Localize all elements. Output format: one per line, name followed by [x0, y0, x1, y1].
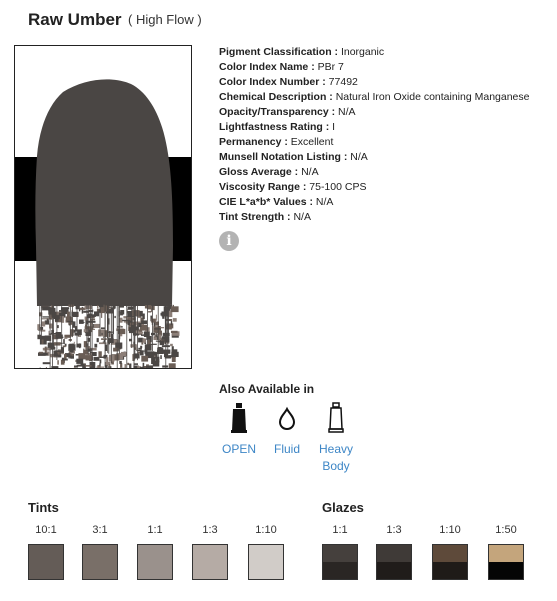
also-available-title: Also Available in [219, 382, 315, 396]
property-row [219, 165, 529, 180]
property-row [219, 45, 529, 60]
droplet-icon [275, 402, 299, 434]
glaze-ratio: 1:10 [439, 524, 461, 536]
property-value: Natural Iron Oxide containing Manganese [332, 91, 530, 103]
property-label: Color Index Name : [219, 61, 315, 73]
glaze-color-box [322, 544, 358, 580]
tint-color-box [28, 544, 64, 580]
glaze-over-white [377, 545, 411, 562]
jar-tube-icon [324, 402, 348, 434]
property-value: I [329, 121, 336, 133]
property-label: Color Index Number : [219, 76, 326, 88]
property-label: Lightfastness Rating : [219, 121, 330, 133]
property-value: Excellent [287, 136, 334, 148]
glaze-color-box [432, 544, 468, 580]
properties-list [219, 45, 529, 251]
tint-color-box [137, 544, 173, 580]
tint-swatch [248, 523, 284, 580]
paint-tube-icon [227, 402, 251, 434]
tint-ratio: 1:1 [147, 524, 163, 536]
glaze-over-white [433, 545, 467, 562]
tint-swatch [82, 523, 118, 580]
property-value: N/A [335, 106, 356, 118]
tint-swatch [28, 523, 64, 580]
property-value: N/A [312, 196, 334, 208]
paint-swatch-image [14, 45, 192, 369]
property-row [219, 105, 529, 120]
heavy-body-label[interactable]: Heavy Body [318, 442, 353, 473]
property-label: Opacity/Transparency : [219, 106, 336, 118]
glaze-swatch [488, 523, 524, 580]
fluid-product-link[interactable] [259, 402, 315, 458]
tint-swatch [137, 523, 173, 580]
property-row [219, 135, 529, 150]
tints-title: Tints [28, 500, 59, 515]
property-row [219, 180, 529, 195]
property-row [219, 210, 529, 225]
paint-stroke [35, 79, 173, 306]
property-label: CIE L*a*b* Values : [219, 196, 313, 208]
glaze-swatch [322, 523, 358, 580]
glaze-over-black [377, 562, 411, 579]
property-value: 77492 [325, 76, 358, 88]
property-label: Permanency : [219, 136, 288, 148]
property-row [219, 60, 529, 75]
tint-ratio: 3:1 [92, 524, 108, 536]
property-row [219, 90, 529, 105]
glaze-over-white [489, 545, 523, 562]
tint-color-box [192, 544, 228, 580]
glaze-over-white [323, 545, 357, 562]
tint-ratio: 1:10 [255, 524, 277, 536]
property-value: Inorganic [338, 46, 385, 58]
glaze-ratio: 1:50 [495, 524, 517, 536]
property-label: Gloss Average : [219, 166, 299, 178]
property-value: N/A [298, 166, 319, 178]
product-title: Raw Umber [28, 10, 122, 29]
property-value: N/A [290, 211, 311, 223]
glaze-swatch [432, 523, 468, 580]
open-label[interactable]: OPEN [221, 442, 256, 456]
tint-swatch [192, 523, 228, 580]
glaze-color-box [488, 544, 524, 580]
glaze-over-black [323, 562, 357, 579]
tint-ratio: 1:3 [202, 524, 218, 536]
property-label: Viscosity Range : [219, 181, 307, 193]
tint-color-box [248, 544, 284, 580]
property-value: 75-100 CPS [306, 181, 367, 193]
glaze-ratio: 1:1 [332, 524, 348, 536]
property-label: Chemical Description : [219, 91, 333, 103]
property-row [219, 150, 529, 165]
property-value: N/A [347, 151, 368, 163]
drybrush-texture [37, 304, 179, 369]
property-label: Pigment Classification : [219, 46, 339, 58]
property-label: Tint Strength : [219, 211, 291, 223]
glazes-title: Glazes [322, 500, 364, 515]
fluid-label[interactable]: Fluid [273, 442, 300, 456]
glaze-swatch [376, 523, 412, 580]
heavy-body-product-link[interactable] [308, 402, 364, 475]
glaze-over-black [489, 562, 523, 579]
property-row [219, 120, 529, 135]
product-variant: ( High Flow ) [128, 12, 202, 27]
tint-ratio: 10:1 [35, 524, 57, 536]
property-row [219, 75, 529, 90]
property-row [219, 195, 529, 210]
glaze-ratio: 1:3 [386, 524, 402, 536]
info-icon[interactable]: i [219, 231, 239, 251]
property-value: PBr 7 [314, 61, 344, 73]
glaze-color-box [376, 544, 412, 580]
tint-color-box [82, 544, 118, 580]
property-label: Munsell Notation Listing : [219, 151, 348, 163]
glaze-over-black [433, 562, 467, 579]
